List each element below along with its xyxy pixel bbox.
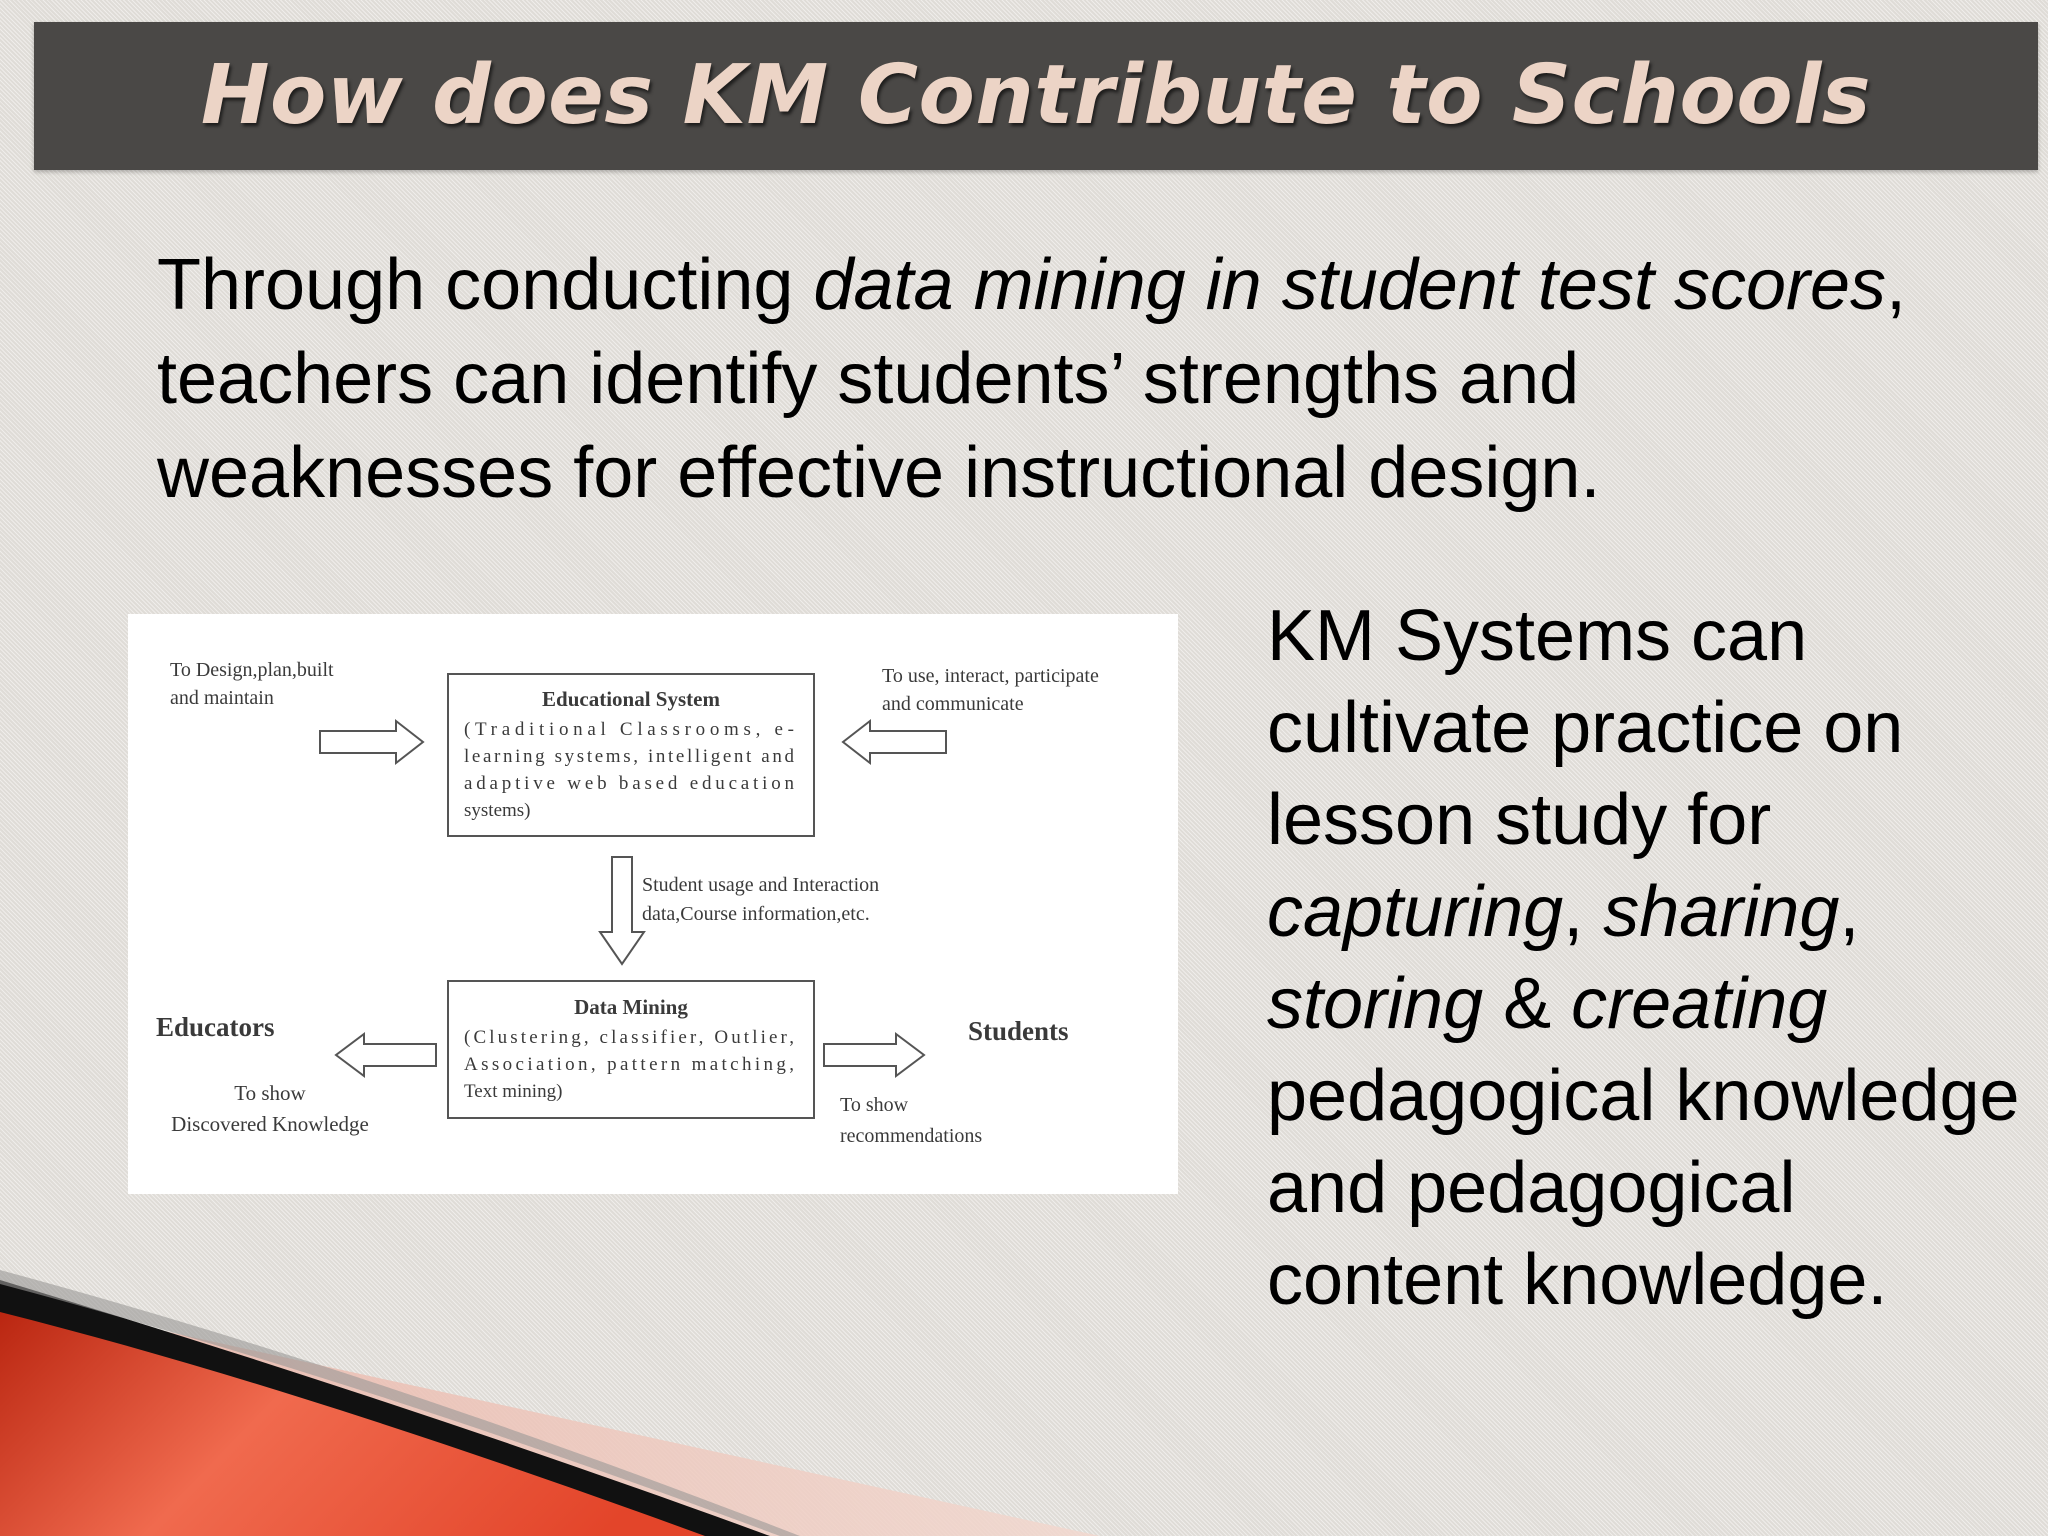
title-bar — [34, 22, 2038, 170]
students-label: Students — [968, 1016, 1069, 1046]
km-italic-capturing: capturing — [1267, 872, 1564, 952]
edu-system-line2: learning systems, intelligent and — [464, 746, 794, 767]
use-label-line1: To use, interact, participate — [882, 665, 1099, 687]
edu-system-line1: (Traditional Classrooms, e- — [464, 719, 794, 740]
km-italic-creating: creating — [1571, 964, 1828, 1044]
km-text-1: KM Systems can cultivate practice on lesson study for — [1267, 596, 1904, 860]
arrow-into-system-right — [843, 721, 946, 763]
arrow-to-educators — [336, 1034, 436, 1076]
students-sub-line2: recommendations — [840, 1125, 983, 1147]
diagram-canvas — [128, 614, 1178, 1194]
use-label-line2: and communicate — [882, 693, 1024, 715]
km-sep-1: , — [1563, 872, 1604, 952]
edu-system-title: Educational System — [542, 687, 720, 711]
km-sep-3: & — [1483, 964, 1572, 1044]
km-systems-paragraph — [1267, 590, 2027, 1326]
students-sub-line1: To show — [840, 1094, 909, 1116]
data-mining-title: Data Mining — [574, 995, 688, 1019]
design-label-line1: To Design,plan,built — [170, 659, 334, 681]
data-mining-line1: (Clustering, classifier, Outlier, — [464, 1027, 794, 1048]
data-mining-line3: Text mining) — [464, 1081, 563, 1102]
corner-swoosh-decoration — [0, 1240, 1100, 1536]
intro-paragraph — [157, 238, 1957, 520]
intro-text-2: , teachers can identify students’ strengths and weaknesses for effective instructional design. — [157, 245, 1907, 513]
km-italic-sharing: sharing — [1603, 872, 1840, 952]
usage-label-line2: data,Course information,etc. — [642, 903, 870, 925]
educators-sub-line2: Discovered Knowledge — [171, 1112, 369, 1136]
km-sep-2: , — [1839, 872, 1860, 952]
intro-text-1: Through conducting — [157, 245, 814, 325]
slide-title: How does KM Contribute to Schools — [200, 48, 1872, 143]
educators-label: Educators — [156, 1012, 275, 1042]
arrow-to-students — [824, 1034, 924, 1076]
edu-system-line4: systems) — [464, 800, 531, 821]
usage-label-line1: Student usage and Interaction — [642, 874, 880, 896]
arrow-down-to-mining — [600, 857, 644, 964]
data-mining-line2: Association, pattern matching, — [464, 1054, 794, 1075]
km-italic-storing: storing — [1267, 964, 1484, 1044]
km-text-2: pedagogical knowledge and pedagogical content knowledge. — [1267, 1056, 2020, 1320]
edu-system-line3: adaptive web based education — [464, 773, 794, 794]
educators-sub-line1: To show — [234, 1081, 306, 1105]
km-diagram — [128, 614, 1178, 1194]
design-label-line2: and maintain — [170, 687, 274, 709]
intro-italic-1: data mining in student test scores — [813, 245, 1887, 325]
arrow-into-system-left — [320, 721, 423, 763]
